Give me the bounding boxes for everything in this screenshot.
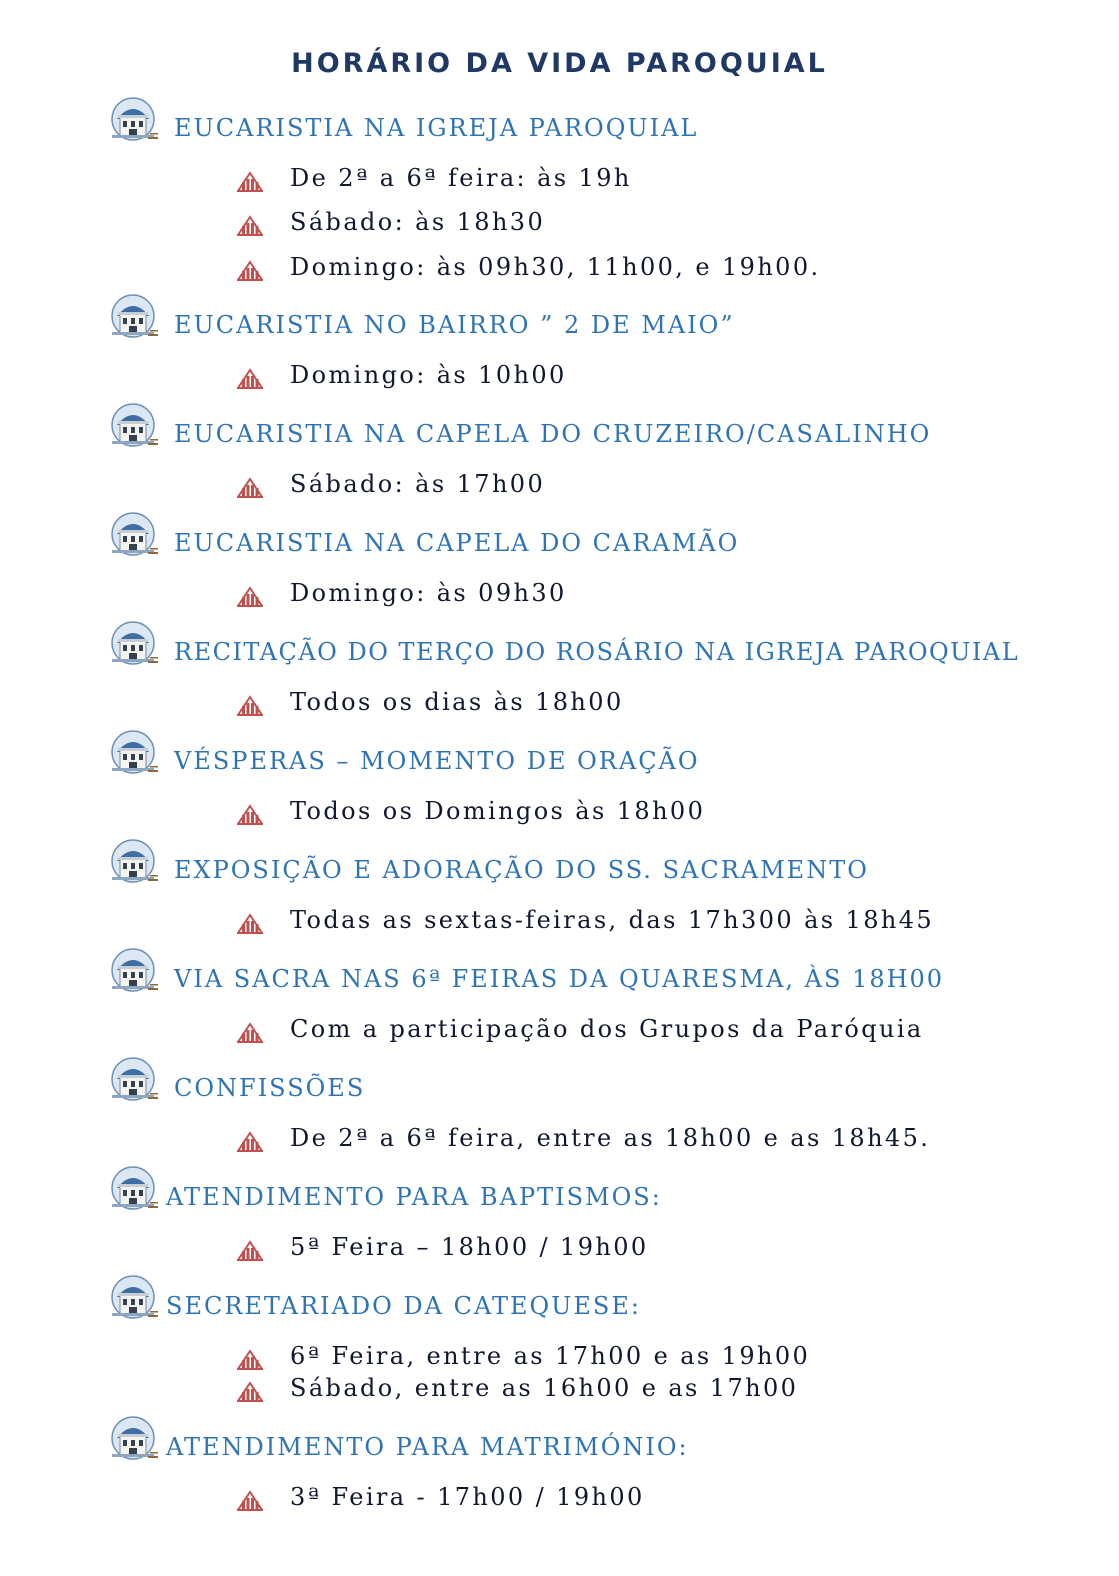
- church-icon: [108, 1275, 160, 1323]
- books-icon: [236, 214, 264, 236]
- church-icon: [108, 1057, 160, 1105]
- books-icon: [236, 1348, 264, 1370]
- section-heading: ATENDIMENTO PARA BAPTISMOS:: [166, 1183, 662, 1211]
- books-icon: [236, 476, 264, 498]
- schedule-item: [0, 205, 1119, 245]
- books-icon: [236, 1130, 264, 1152]
- schedule-item-text: 3ª Feira - 17h00 / 19h00: [290, 1483, 645, 1511]
- books-icon: [236, 1021, 264, 1043]
- schedule-item: [0, 576, 1119, 616]
- church-icon: [108, 1166, 160, 1214]
- schedule-item-text: Sábado: às 18h30: [290, 208, 546, 236]
- schedule-item: [0, 358, 1119, 398]
- schedule-item: [0, 1121, 1119, 1161]
- church-icon: [108, 97, 160, 145]
- books-icon: [236, 1239, 264, 1261]
- schedule-item: [0, 467, 1119, 507]
- schedule-item: [0, 794, 1119, 834]
- schedule-item: [0, 1371, 1119, 1411]
- books-icon: [236, 367, 264, 389]
- schedule-item-text: Domingo: às 10h00: [290, 361, 567, 389]
- books-icon: [236, 585, 264, 607]
- schedule-item-text: Domingo: às 09h30, 11h00, e 19h00.: [290, 253, 821, 281]
- section-heading: EUCARISTIA NA CAPELA DO CRUZEIRO/CASALINHO: [174, 420, 932, 448]
- schedule-item-text: Todos os Domingos às 18h00: [290, 797, 706, 825]
- section-heading: EUCARISTIA NO BAIRRO ” 2 DE MAIO”: [174, 311, 735, 339]
- schedule-item-text: Todos os dias às 18h00: [290, 688, 624, 716]
- books-icon: [236, 694, 264, 716]
- schedule-item: [0, 161, 1119, 201]
- page-title: HORÁRIO DA VIDA PAROQUIAL: [291, 48, 828, 79]
- section-heading: EXPOSIÇÃO E ADORAÇÃO DO SS. SACRAMENTO: [174, 856, 869, 884]
- schedule-item: [0, 1480, 1119, 1520]
- section-heading: VÉSPERAS – MOMENTO DE ORAÇÃO: [174, 747, 700, 775]
- section-heading: ATENDIMENTO PARA MATRIMÓNIO:: [166, 1433, 689, 1461]
- section-heading: CONFISSÕES: [174, 1074, 366, 1102]
- church-icon: [108, 730, 160, 778]
- books-icon: [236, 1489, 264, 1511]
- section-heading: SECRETARIADO DA CATEQUESE:: [166, 1292, 641, 1320]
- schedule-item-text: Sábado: às 17h00: [290, 470, 546, 498]
- church-icon: [108, 621, 160, 669]
- section-heading: EUCARISTIA NA IGREJA PAROQUIAL: [174, 114, 699, 142]
- books-icon: [236, 170, 264, 192]
- schedule-item: [0, 903, 1119, 943]
- schedule-item: [0, 1012, 1119, 1052]
- schedule-item-text: 5ª Feira – 18h00 / 19h00: [290, 1233, 649, 1261]
- schedule-item-text: Domingo: às 09h30: [290, 579, 567, 607]
- church-icon: [108, 512, 160, 560]
- church-icon: [108, 294, 160, 342]
- books-icon: [236, 912, 264, 934]
- section-heading: RECITAÇÃO DO TERÇO DO ROSÁRIO NA IGREJA PAROQUIAL: [174, 638, 1020, 666]
- books-icon: [236, 1380, 264, 1402]
- section-heading: VIA SACRA NAS 6ª FEIRAS DA QUARESMA, ÀS 18H00: [174, 965, 945, 993]
- church-icon: [108, 839, 160, 887]
- schedule-item-text: Todas as sextas-feiras, das 17h300 às 18h45: [290, 906, 935, 934]
- schedule-item: [0, 1230, 1119, 1270]
- church-icon: [108, 403, 160, 451]
- schedule-item-text: Com a participação dos Grupos da Paróquia: [290, 1015, 924, 1043]
- church-icon: [108, 1416, 160, 1464]
- section-heading: EUCARISTIA NA CAPELA DO CARAMÃO: [174, 529, 740, 557]
- schedule-item-text: De 2ª a 6ª feira, entre as 18h00 e as 18h45.: [290, 1124, 931, 1152]
- schedule-item-text: De 2ª a 6ª feira: às 19h: [290, 164, 632, 192]
- books-icon: [236, 259, 264, 281]
- books-icon: [236, 803, 264, 825]
- schedule-item: [0, 250, 1119, 290]
- schedule-item: [0, 685, 1119, 725]
- schedule-item-text: Sábado, entre as 16h00 e as 17h00: [290, 1374, 799, 1402]
- church-icon: [108, 948, 160, 996]
- schedule-item-text: 6ª Feira, entre as 17h00 e as 19h00: [290, 1342, 811, 1370]
